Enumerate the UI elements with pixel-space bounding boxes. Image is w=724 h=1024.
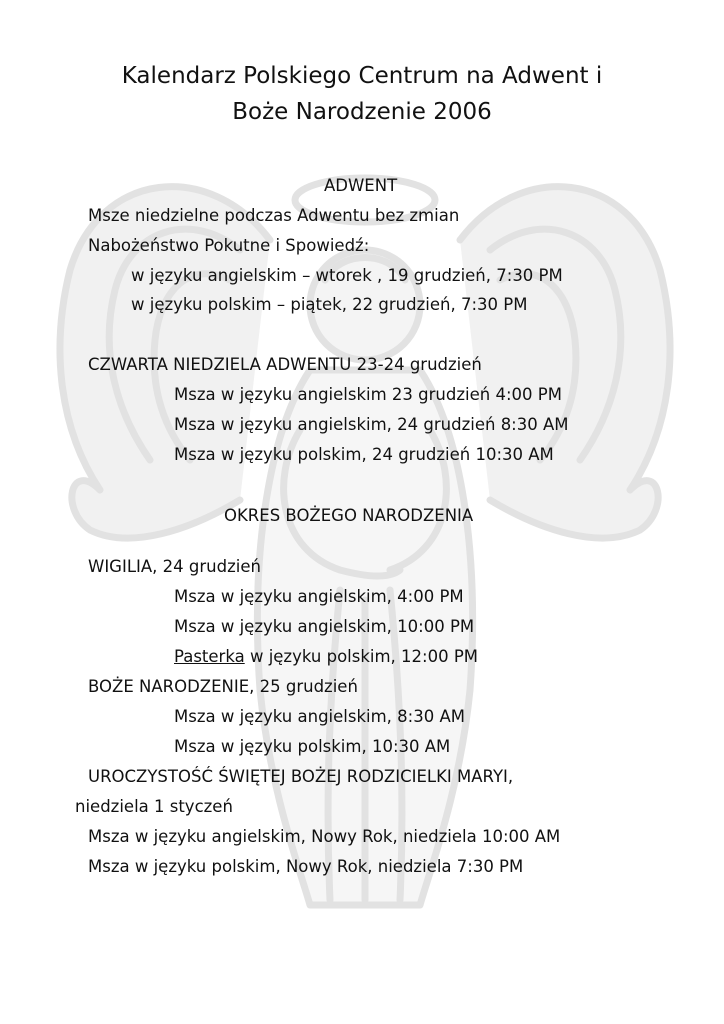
christmas-day-item: Msza w języku polskim, 10:30 AM xyxy=(174,737,451,756)
section-heading-adwent: ADWENT xyxy=(324,176,398,195)
fourth-sunday-item: Msza w języku angielskim 23 grudzień 4:00 PM xyxy=(174,385,562,404)
title-line-2: Boże Narodzenie 2006 xyxy=(232,99,492,125)
fourth-sunday-item: Msza w języku polskim, 24 grudzień 10:30 AM xyxy=(174,445,554,464)
penitential-service-line: Nabożeństwo Pokutne i Spowiedź: xyxy=(88,236,370,255)
section-heading-christmas-season: OKRES BOŻEGO NARODZENIA xyxy=(224,506,474,525)
solemnity-heading-line-2: niedziela 1 styczeń xyxy=(75,797,233,816)
solemnity-item: Msza w języku angielskim, Nowy Rok, niedziela 10:00 AM xyxy=(88,827,561,846)
title-line-1: Kalendarz Polskiego Centrum na Adwent i xyxy=(121,63,603,89)
solemnity-heading-line-1: UROCZYSTOŚĆ ŚWIĘTEJ BOŻEJ RODZICIELKI MARYI, xyxy=(88,767,514,786)
vigil-pasterka-line xyxy=(174,646,478,668)
fourth-sunday-heading: CZWARTA NIEDZIELA ADWENTU 23-24 grudzień xyxy=(88,355,482,374)
christmas-day-heading: BOŻE NARODZENIE, 25 grudzień xyxy=(88,677,358,696)
vigil-item: Msza w języku angielskim, 4:00 PM xyxy=(174,587,464,606)
sunday-masses-line: Msze niedzielne podczas Adwentu bez zmian xyxy=(88,206,460,225)
vigil-heading: WIGILIA, 24 grudzień xyxy=(88,557,261,576)
penitential-polish-line: w języku polskim – piątek, 22 grudzień, 7:30 PM xyxy=(131,295,528,314)
document-title xyxy=(0,58,724,130)
pasterka-rest: w języku polskim, 12:00 PM xyxy=(244,647,479,666)
fourth-sunday-item: Msza w języku angielskim, 24 grudzień 8:30 AM xyxy=(174,415,569,434)
christmas-day-item: Msza w języku angielskim, 8:30 AM xyxy=(174,707,465,726)
penitential-english-line: w języku angielskim – wtorek , 19 grudzień, 7:30 PM xyxy=(131,266,563,285)
vigil-item: Msza w języku angielskim, 10:00 PM xyxy=(174,617,475,636)
solemnity-item: Msza w języku polskim, Nowy Rok, niedziela 7:30 PM xyxy=(88,857,524,876)
pasterka-word: Pasterka xyxy=(174,647,245,666)
